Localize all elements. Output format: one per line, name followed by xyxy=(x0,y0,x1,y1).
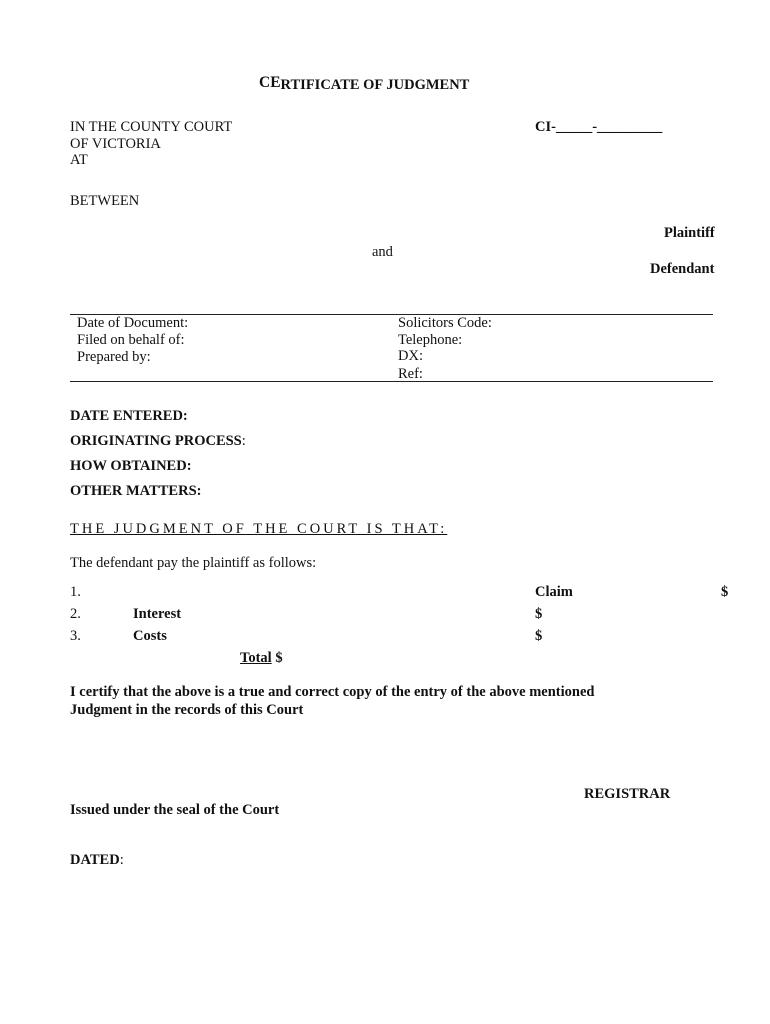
seal-statement: Issued under the seal of the Court xyxy=(70,802,280,818)
certification-line-1: I certify that the above is a true and correct copy of the entry of the above mentioned xyxy=(70,684,595,700)
dx-label: DX: xyxy=(398,348,423,364)
and-label: and xyxy=(372,244,393,260)
item-1-currency: $ xyxy=(721,584,729,600)
court-line-1: IN THE COUNTY COURT xyxy=(70,119,233,135)
certification-line-2: Judgment in the records of this Court xyxy=(70,702,304,718)
judgment-intro: The defendant pay the plaintiff as follows: xyxy=(70,555,317,571)
document-title xyxy=(259,74,469,94)
total-label: Total xyxy=(240,650,272,666)
filed-on-behalf-label: Filed on behalf of: xyxy=(77,332,185,348)
title-rest: RTIFICATE OF JUDGMENT xyxy=(280,77,470,93)
item-2-number: 2. xyxy=(70,606,81,622)
dated-colon: : xyxy=(119,852,124,868)
case-number: CI-_____-_________ xyxy=(535,119,663,135)
court-line-3: AT xyxy=(70,152,88,168)
originating-process-field xyxy=(70,433,246,450)
item-2-interest-label: Interest xyxy=(133,606,182,622)
dated-label: DATED xyxy=(70,852,120,868)
item-3-costs-label: Costs xyxy=(133,628,167,644)
item-3-currency: $ xyxy=(535,628,543,644)
ref-label: Ref: xyxy=(398,366,423,382)
total-currency: $ xyxy=(275,650,283,666)
item-3-number: 3. xyxy=(70,628,81,644)
item-1-claim-label: Claim xyxy=(535,584,573,600)
solicitors-code-label: Solicitors Code: xyxy=(398,315,492,331)
defendant-label: Defendant xyxy=(650,261,715,277)
registrar-label: REGISTRAR xyxy=(584,786,671,802)
dated-field xyxy=(70,852,124,869)
item-1-number: 1. xyxy=(70,584,81,600)
total-row xyxy=(240,650,283,667)
telephone-label: Telephone: xyxy=(398,332,463,348)
how-obtained-label: HOW OBTAINED: xyxy=(70,458,192,474)
judgment-heading: THE JUDGMENT OF THE COURT IS THAT: xyxy=(70,521,448,537)
date-of-document-label: Date of Document: xyxy=(77,315,189,331)
date-entered-label: DATE ENTERED: xyxy=(70,408,188,424)
originating-process-colon: : xyxy=(241,433,246,449)
originating-process-label: ORIGINATING PROCESS xyxy=(70,433,242,449)
title-prefix: CE xyxy=(259,74,281,91)
other-matters-label: OTHER MATTERS: xyxy=(70,483,202,499)
prepared-by-label: Prepared by: xyxy=(77,349,151,365)
between-label: BETWEEN xyxy=(70,193,140,209)
court-line-2: OF VICTORIA xyxy=(70,136,161,152)
item-2-currency: $ xyxy=(535,606,543,622)
info-box-bottom-rule xyxy=(70,381,713,382)
plaintiff-label: Plaintiff xyxy=(664,225,715,241)
